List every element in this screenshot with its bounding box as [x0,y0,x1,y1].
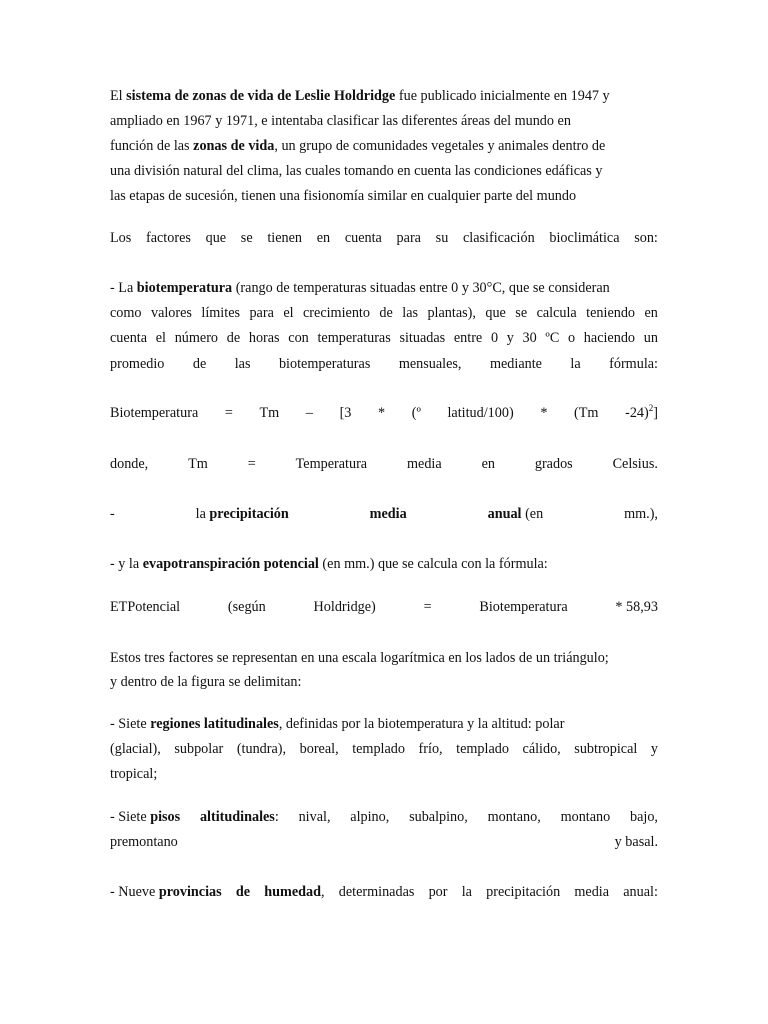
formula-term: latitud/100) [447,405,514,421]
word: situadas [399,330,446,346]
word: (tundra), [236,741,287,757]
paragraph-1-line-1 [110,89,658,103]
word: determinadas [338,884,415,900]
word: frío, [418,741,443,757]
formula-term: Tm [259,405,280,421]
word: temperaturas [317,330,391,346]
text: función de las [110,138,194,154]
word: mensuales, [398,356,462,372]
word: teniendo [586,305,636,321]
word: como [110,305,142,321]
word: subpolar [174,741,224,757]
formula-term: -24) [625,405,649,421]
paragraph-1-line-3 [110,139,658,153]
word: calcula [536,305,577,321]
formula-term: [3 [339,405,352,421]
word: Temperatura [295,456,368,472]
formula-term: * [540,405,548,421]
word: valores [150,305,192,321]
regiones-line-3: tropical; [110,766,158,782]
word: las [402,305,419,321]
text: - Nueve [110,884,159,900]
text: (en mm.) que se calcula con la fórmula: [318,556,548,572]
text: fue publicado inicialmente en 1947 y [395,88,610,104]
word: subtropical [574,741,638,757]
provincias-line [110,885,658,899]
word: plantas), [427,305,476,321]
word: anual: [623,884,658,900]
word: alpino, [350,809,390,825]
word: biotemperaturas [278,356,371,372]
word: montano [560,809,611,825]
paragraph-2-line [110,231,658,245]
bold-text: sistema de zonas de vida de Leslie Holdridge [126,88,396,104]
word: se [240,230,253,246]
word: = [247,456,256,472]
word: Celsius. [612,456,658,472]
exponent: 2 [648,403,654,413]
word: promedio [110,356,165,372]
word: bioclimática [549,230,620,246]
text: - y la [110,556,143,572]
bold-text: pisos [150,809,181,825]
precip-term [196,507,289,521]
bold-text: provincias [158,884,222,900]
word: subalpino, [409,809,468,825]
formula-term: (º [411,405,421,421]
word: la [570,356,581,372]
word: mm.), [624,506,658,522]
word: entre [453,330,483,346]
bold-text: zonas de vida [193,138,275,154]
paragraph-4-line-2: y dentro de la figura se delimitan: [110,674,302,690]
word: de [379,305,393,321]
pisos-line-2 [110,835,658,849]
word: crecimiento [303,305,370,321]
pisos-lead-2 [200,810,279,824]
formula-term: * [378,405,386,421]
text: - Siete [110,809,151,825]
word: por [428,884,448,900]
humedad-term [264,885,324,899]
text: , [321,884,325,900]
dash: - [110,506,115,522]
biotemperatura-line-2 [110,306,658,320]
bold-text: de [235,884,251,900]
bold-text: regiones latitudinales [150,716,279,732]
formula-term: Biotemperatura [479,599,568,615]
word: donde, [110,456,149,472]
text: , un grupo de comunidades vegetales y animales dentro de [274,138,606,154]
word: templado [352,741,405,757]
word: que [205,230,227,246]
word: y [650,741,658,757]
word: y [506,330,514,346]
regiones-line-2 [110,742,658,756]
word: precipitación [486,884,561,900]
paragraph-1-line-4: una división natural del clima, las cuales tomando en cuenta las condiciones edáficas y [110,163,603,179]
word: grados [534,456,573,472]
word: se [515,305,528,321]
word: para [249,305,274,321]
word: cuenta [110,330,148,346]
etpotencial-formula [110,600,658,614]
bold-text: altitudinales [199,809,275,825]
word: media [407,456,442,472]
word: la [461,884,472,900]
anual-term [488,507,544,521]
word: y basal. [614,834,658,850]
word: (glacial), [110,741,161,757]
word: en [644,305,658,321]
text: El [110,88,127,104]
formula-term: – [305,405,313,421]
donde-line [110,457,658,471]
word: en [481,456,495,472]
word: el [283,305,294,321]
word: haciendo [583,330,636,346]
word: Tm [188,456,208,472]
word: 0 [490,330,499,346]
bold-text: evapotranspiración potencial [142,556,319,572]
word: son: [634,230,658,246]
word: límites [201,305,241,321]
formula-term: = [423,599,432,615]
text: - Siete [110,716,151,732]
word: montano, [487,809,541,825]
word: horas [248,330,280,346]
word: factores [145,230,191,246]
word: clasificación [463,230,535,246]
regiones-lead [110,717,564,731]
word: premontano [110,834,178,850]
word: con [288,330,309,346]
formula-term: ] [653,405,658,421]
formula-term-last [625,403,658,421]
word: en [316,230,331,246]
word: boreal, [299,741,339,757]
word: mediante [489,356,542,372]
word: media [574,884,610,900]
word: de [226,330,241,346]
text: , definidas por la biotemperatura y la altitud: polar [278,716,565,732]
word: (en [521,506,544,522]
word: 30 [522,330,537,346]
bold-text: media [369,506,407,522]
provincias-lead [110,885,222,899]
bold-text: humedad [264,884,322,900]
regiones-line-1 [110,717,658,731]
precipitacion-line [110,507,658,521]
word: un [643,330,658,346]
pisos-line-1 [110,810,658,824]
word: templado [456,741,509,757]
word: bajo, [630,809,658,825]
word: de [192,356,207,372]
evapotranspiracion-line [110,557,658,571]
formula-term: ETPotencial [110,599,181,615]
word: número [174,330,219,346]
word: el [155,330,166,346]
word: cálido, [522,741,561,757]
biotemperatura-line-1 [110,281,658,295]
formula-term: = [224,405,233,421]
biotemperatura-line-4 [110,357,658,371]
word: su [435,230,449,246]
paragraph-4-line-1: Estos tres factores se representan en una escala logarítmica en los lados de un triángulo; [110,650,609,666]
word: la [195,506,210,522]
biotemperatura-line-3 [110,331,658,345]
formula-term: Biotemperatura [110,405,199,421]
paragraph-1-line-2: ampliado en 1967 y 1971, e intentaba clasificar las diferentes áreas del mundo en [110,113,571,129]
word: las [234,356,251,372]
bold-text: precipitación [209,506,289,522]
text: - La [110,280,137,296]
bold-text: anual [487,506,522,522]
word: tienen [267,230,302,246]
word: que [485,305,506,321]
formula-term: (según [227,599,266,615]
formula-term: * 58,93 [615,599,658,615]
word: para [396,230,421,246]
biotemperatura-formula [110,403,658,421]
word: o [568,330,576,346]
paragraph-1-line-5: las etapas de sucesión, tienen una fisionomía similar en cualquier parte del mundo [110,188,577,204]
formula-term: Holdridge) [313,599,376,615]
text: : [274,809,279,825]
word: ºC [545,330,560,346]
word: fórmula: [609,356,658,372]
formula-term: (Tm [574,405,599,421]
word: cuenta [344,230,382,246]
word: Los [110,230,132,246]
text: (rango de temperaturas situadas entre 0 y 30°C, que se consideran [232,280,610,296]
bold-text: biotemperatura [136,280,233,296]
pisos-lead [110,810,180,824]
word: nival, [298,809,331,825]
